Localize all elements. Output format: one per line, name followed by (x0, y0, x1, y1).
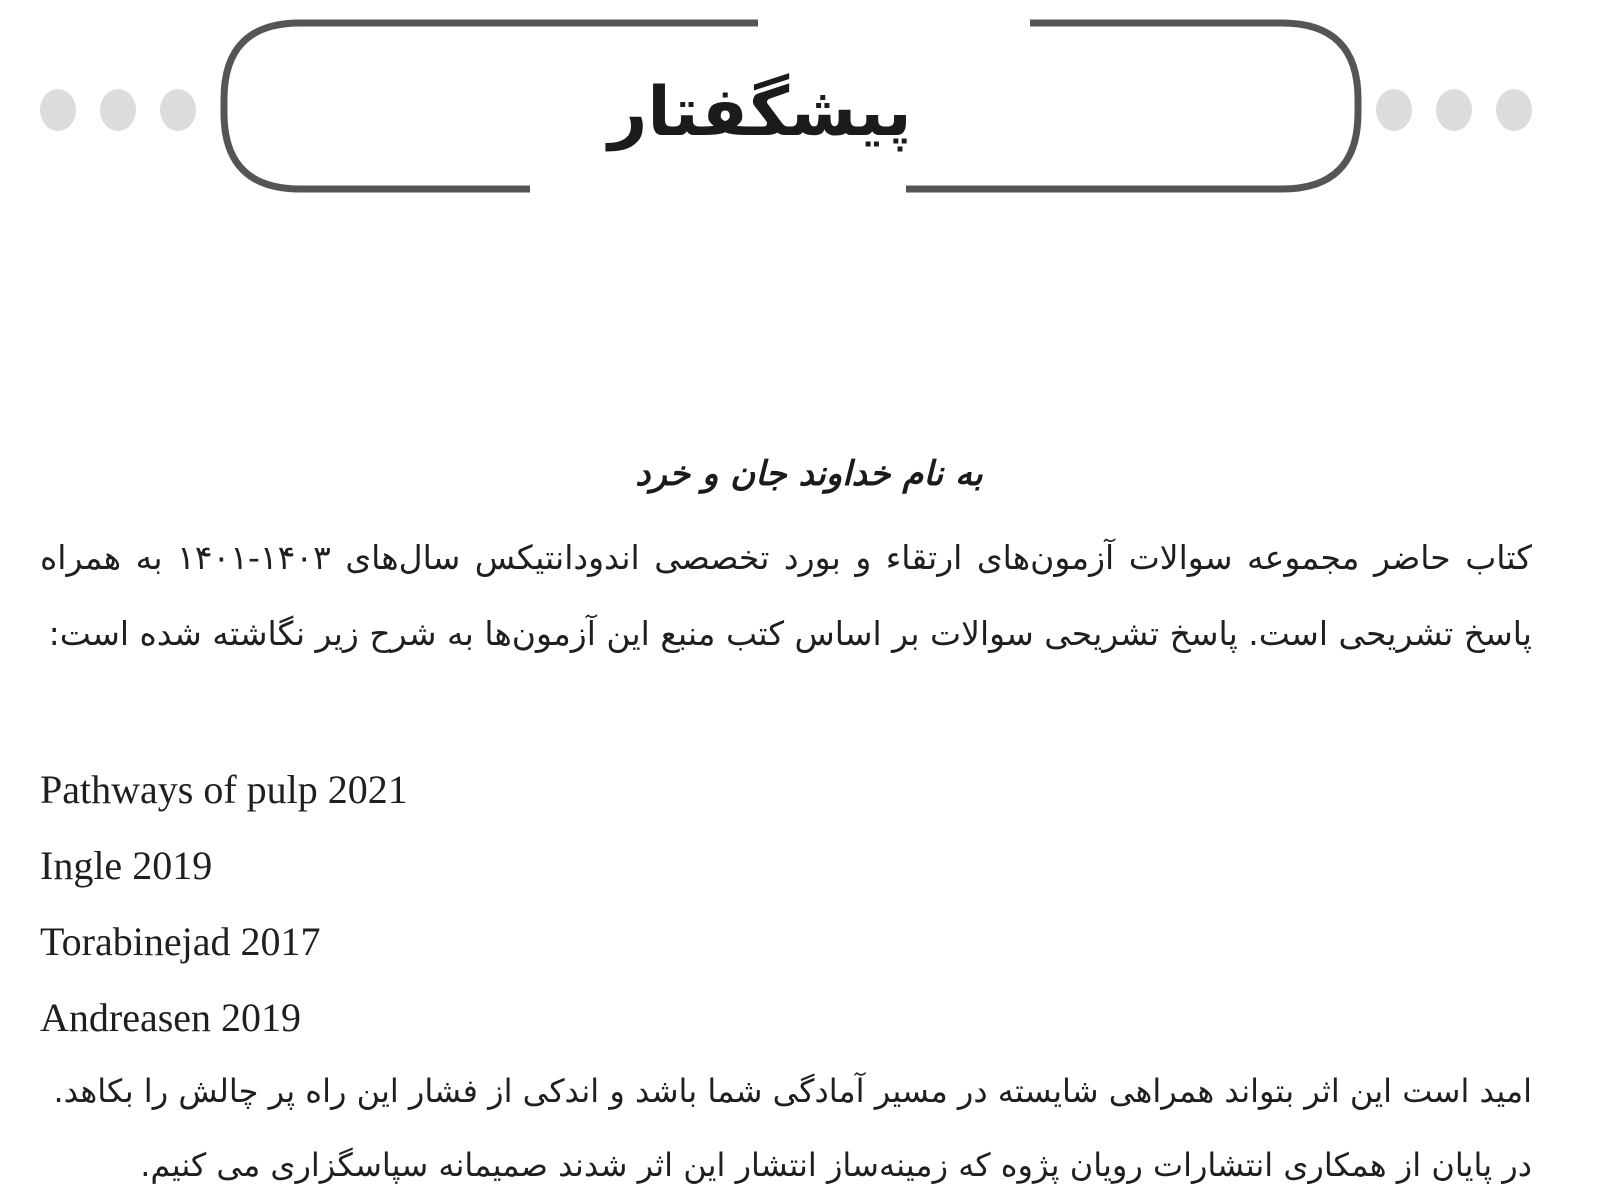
closing-line: در پایان از همکاری انتشارات رویان پژوه که زمینه‌ساز انتشار این اثر شدند صمیمانه سپاسگزاری می کنیم. (140, 1146, 1532, 1184)
decor-dot (160, 89, 196, 131)
left-dots (40, 89, 196, 131)
closing-line: امید است این اثر بتواند همراهی شایسته در مسیر آمادگی شما باشد و اندکی از فشار این راه پر چالش را بکاهد. (53, 1072, 1532, 1110)
invocation-heading: به نام خداوند جان و خرد (635, 454, 983, 494)
decor-dot (100, 89, 136, 131)
reference-item: Torabinejad 2017 (40, 919, 321, 964)
decor-dot (1376, 89, 1412, 131)
reference-item: Andreasen 2019 (40, 995, 302, 1040)
chapter-header (0, 0, 1618, 210)
closing-paragraphs (40, 1054, 1532, 1202)
decor-dot (40, 89, 76, 131)
decor-dot (1496, 89, 1532, 131)
reference-list (40, 752, 740, 1056)
reference-item: Ingle 2019 (40, 843, 213, 888)
reference-item: Pathways of pulp 2021 (40, 767, 408, 812)
right-dots (1376, 89, 1532, 131)
chapter-title: پیشگفتار (608, 73, 912, 152)
intro-paragraph: کتاب حاضر مجموعه سوالات آزمون‌های ارتقاء و بورد تخصصی اندودانتیکس سال‌های ۱۴۰۳-۱۴۰۱ به همراه پاسخ تشریحی است. پاسخ تشریحی سوالات بر اساس کتب منبع این آزمون‌ها به شرح زیر نگاشته شده است: (40, 538, 1532, 653)
decor-dot (1436, 89, 1472, 131)
